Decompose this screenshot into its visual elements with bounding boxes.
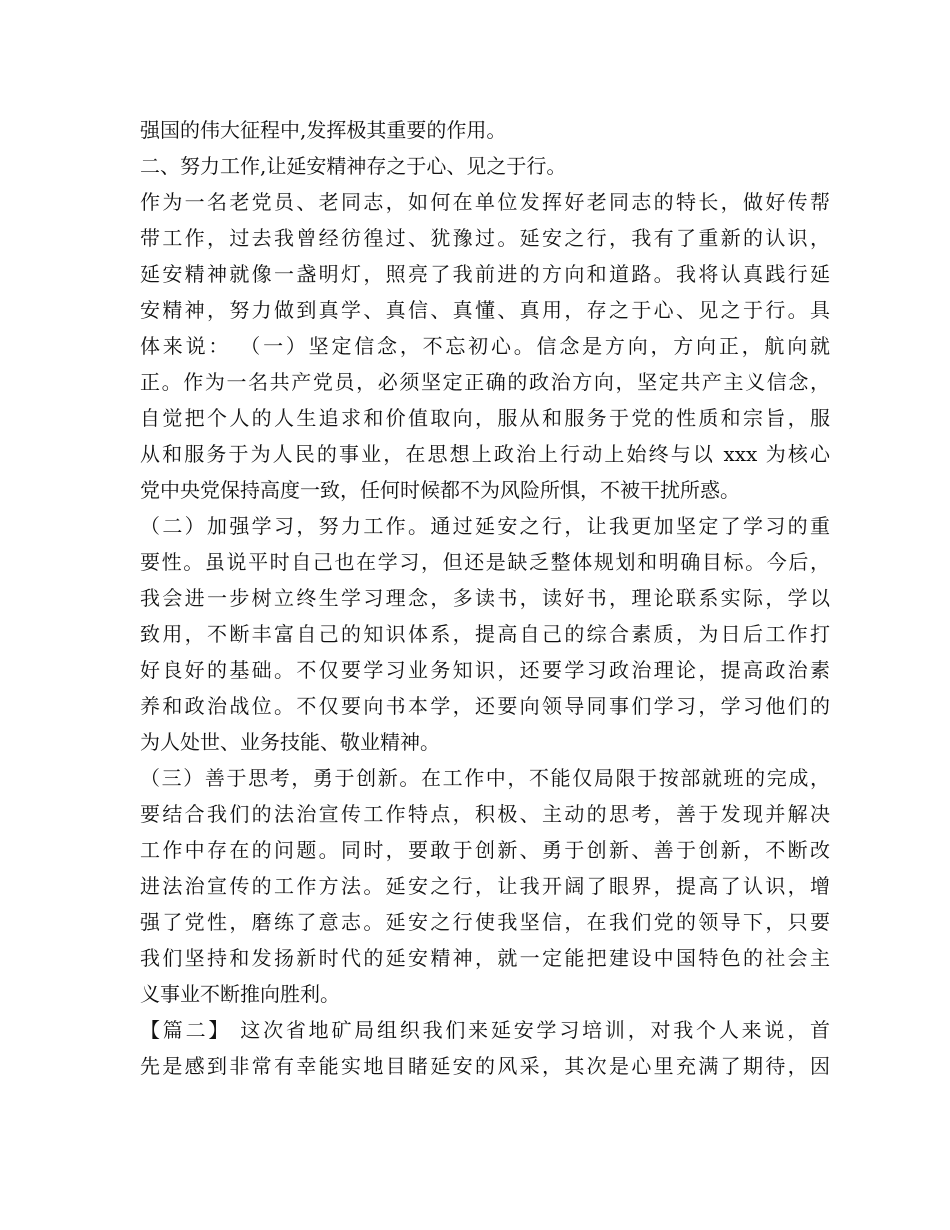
text-line-22: 进法治宣传的工作方法。延安之行，让我开阔了眼界，提高了认识，增	[140, 874, 830, 898]
text-line-6: 安精神，努力做到真学、真信、真懂、真用，存之于心、见之于行。具	[140, 298, 830, 322]
text-line-1: 强国的伟大征程中,发挥极其重要的作用。	[140, 118, 507, 142]
text-line-10: 从和服务于为人民的事业，在思想上政治上行动上始终与以 xxx 为核心	[140, 442, 830, 466]
text-line-8: 正。作为一名共产党员，必须坚定正确的政治方向，坚定共产主义信念，	[140, 370, 830, 394]
text-line-4: 带工作，过去我曾经彷徨过、犹豫过。延安之行，我有了重新的认识，	[140, 226, 830, 250]
text-line-11: 党中央党保持高度一致，任何时候都不为风险所惧，不被干扰所惑。	[140, 478, 740, 502]
text-line-25: 义事业不断推向胜利。	[140, 982, 340, 1006]
text-line-7: 体来说： （一）坚定信念，不忘初心。信念是方向，方向正，航向就	[140, 334, 830, 358]
text-line-17: 养和政治战位。不仅要向书本学，还要向领导同事们学习，学习他们的	[140, 694, 830, 718]
text-line-27: 先是感到非常有幸能实地目睹延安的风采，其次是心里充满了期待，因	[140, 1054, 830, 1078]
text-line-14: 我会进一步树立终生学习理念，多读书，读好书，理论联系实际，学以	[140, 586, 830, 610]
text-line-9: 自觉把个人的人生追求和价值取向，服从和服务于党的性质和宗旨，服	[140, 406, 830, 430]
text-line-20: 要结合我们的法治宣传工作特点，积极、主动的思考，善于发现并解决	[140, 802, 830, 826]
text-line-12: （二）加强学习，努力工作。通过延安之行，让我更加坚定了学习的重	[140, 514, 830, 538]
text-line-24: 我们坚持和发扬新时代的延安精神，就一定能把建设中国特色的社会主	[140, 946, 830, 970]
text-line-15: 致用，不断丰富自己的知识体系，提高自己的综合素质，为日后工作打	[140, 622, 830, 646]
text-line-23: 强了党性，磨练了意志。延安之行使我坚信，在我们党的领导下，只要	[140, 910, 830, 934]
text-line-13: 要性。虽说平时自己也在学习，但还是缺乏整体规划和明确目标。今后，	[140, 550, 830, 574]
text-line-18: 为人处世、业务技能、敬业精神。	[140, 730, 440, 754]
text-line-5: 延安精神就像一盏明灯，照亮了我前进的方向和道路。我将认真践行延	[140, 262, 830, 286]
text-line-26: 【篇二】 这次省地矿局组织我们来延安学习培训，对我个人来说，首	[140, 1018, 830, 1042]
section-heading-2: 二、努力工作,让延安精神存之于心、见之于行。	[140, 154, 567, 178]
text-line-19: （三）善于思考，勇于创新。在工作中，不能仅局限于按部就班的完成，	[140, 766, 830, 790]
text-line-21: 工作中存在的问题。同时，要敢于创新、勇于创新、善于创新，不断改	[140, 838, 830, 862]
text-line-16: 好良好的基础。不仅要学习业务知识，还要学习政治理论，提高政治素	[140, 658, 830, 682]
text-line-3: 作为一名老党员、老同志，如何在单位发挥好老同志的特长，做好传帮	[140, 190, 830, 214]
document-body	[140, 112, 830, 1084]
